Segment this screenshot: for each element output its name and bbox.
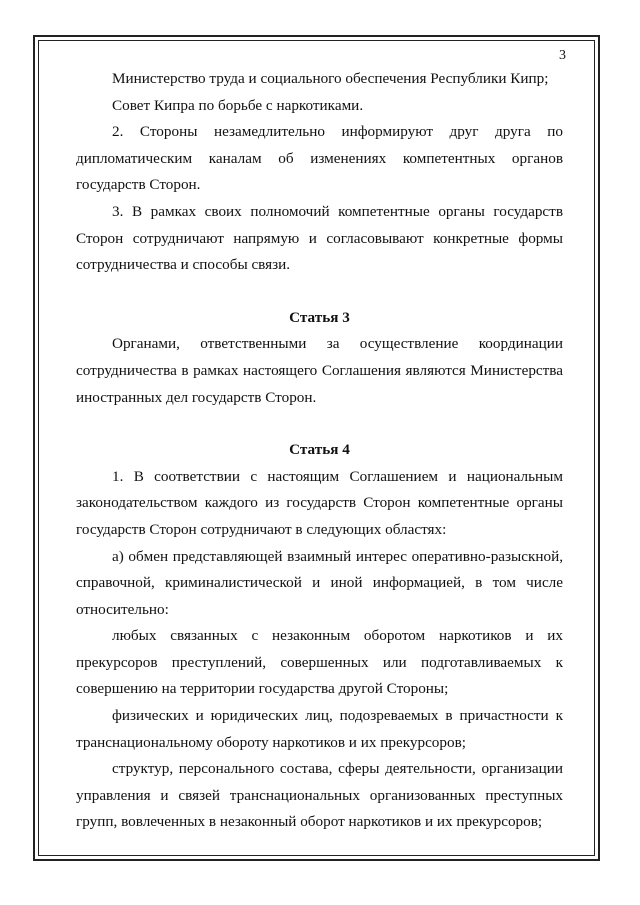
document-body: [76, 66, 563, 836]
paragraph: 3. В рамках своих полномочий компетентные органы государств Сторон сотрудничают напрямую и согласовывают конкретные формы сотрудничества и способы связи.: [76, 202, 563, 274]
article-4-heading: Статья 4: [289, 441, 350, 459]
paragraph: 2. Стороны незамедлительно информируют друг друга по дипломатическим каналам об изменениях компетентных органов государств Сторон.: [76, 123, 563, 194]
article-4-paragraph: а) обмен представляющей взаимный интерес оперативно-разыскной, справочной, криминалистической и иной информацией, в том числе относительно:: [76, 547, 563, 618]
article-4-paragraph: структур, персонального состава, сферы деятельности, организации управления и связей транснациональных организованных преступных групп, вовлеченных в незаконный оборот наркотиков и их прекурсоров;: [76, 760, 563, 831]
article-3-heading: Статья 3: [289, 308, 350, 326]
page-number: 3: [559, 48, 566, 63]
article-4-paragraph: любых связанных с незаконным оборотом наркотиков и их прекурсоров преступлений, совершенных или подготавливаемых к совершению на территории государства другой Стороны;: [76, 627, 563, 698]
paragraph: Совет Кипра по борьбе с наркотиками.: [112, 96, 364, 114]
paragraph: Министерство труда и социального обеспечения Республики Кипр;: [112, 70, 549, 87]
article-4-paragraph: физических и юридических лиц, подозреваемых в причастности к транснациональному обороту наркотиков и их прекурсоров;: [76, 707, 563, 751]
article-3-text: Органами, ответственными за осуществление координации сотрудничества в рамках настоящего Соглашения являются Министерства иностранных дел государств Сторон.: [76, 335, 563, 406]
article-4-paragraph: 1. В соответствии с настоящим Соглашением и национальным законодательством каждого из государств Сторон компетентные органы государств Сторон сотрудничают в следующих областях:: [76, 467, 563, 538]
